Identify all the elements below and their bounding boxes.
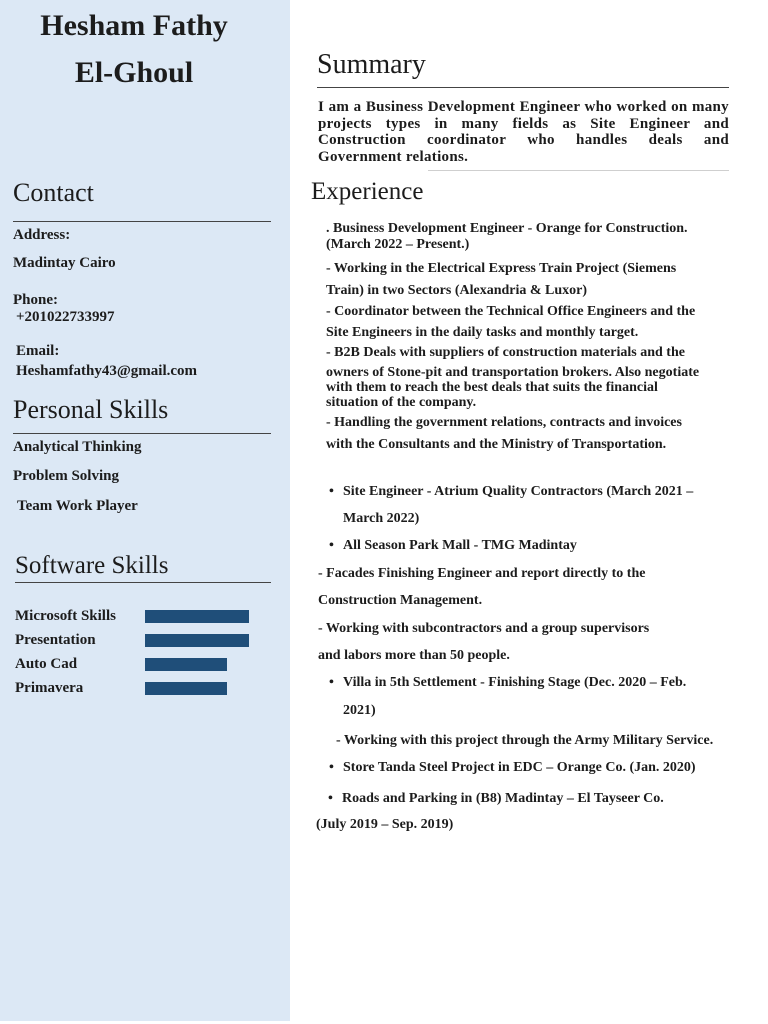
job-duty: and labors more than 50 people. [318,648,510,663]
bullet-icon: • [329,538,334,553]
job-dates: March 2022) [343,511,420,526]
summary-end-divider [428,170,729,171]
skill-level-bar [145,610,249,623]
contact-divider [13,221,271,222]
contact-heading: Contact [13,178,94,207]
email-label: Email: [16,343,60,359]
bullet-icon: • [329,675,334,690]
job-duty: with the Consultants and the Ministry of Transportation. [326,437,667,452]
personal-skills-divider [13,433,271,434]
project-title: All Season Park Mall - TMG Madintay [343,538,577,553]
job-duty: - Coordinator between the Technical Office Engineers and the [326,304,696,319]
job-duty: situation of the company. [326,395,477,410]
job-dates: 2021) [343,703,376,718]
job-duty: - Facades Finishing Engineer and report directly to the [318,566,646,581]
personal-skills-heading: Personal Skills [13,395,169,424]
project-title: Store Tanda Steel Project in EDC – Orange Co. (Jan. 2020) [343,760,696,775]
address-label: Address: [13,227,71,243]
job-duty: owners of Stone-pit and transportation brokers. Also negotiate [326,365,700,380]
project-title: Roads and Parking in (B8) Madintay – El Tayseer Co. [342,791,664,806]
personal-skill-item: Analytical Thinking [13,439,142,455]
software-skill-label: Presentation [15,632,96,648]
project-title: Villa in 5th Settlement - Finishing Stage (Dec. 2020 – Feb. [343,675,687,690]
skill-level-bar [145,658,227,671]
software-skills-divider [15,582,271,583]
personal-skill-item: Team Work Player [17,498,138,514]
skill-level-bar [145,634,249,647]
job-dates: (July 2019 – Sep. 2019) [316,817,454,832]
job-duty: - Handling the government relations, contracts and invoices [326,415,682,430]
job-duty: Train) in two Sectors (Alexandria & Luxor) [326,283,588,298]
job-duty: - Working with subcontractors and a group supervisors [318,621,650,636]
skill-level-bar [145,682,227,695]
job-duty: - Working in the Electrical Express Train Project (Siemens [326,261,677,276]
address-value: Madintay Cairo [13,255,116,271]
job-duty: - Working with this project through the Army Military Service. [336,733,714,748]
job-duty: Site Engineers in the daily tasks and monthly target. [326,325,639,340]
experience-heading: Experience [311,178,424,205]
job-duty: - B2B Deals with suppliers of construction materials and the [326,345,685,360]
bullet-icon: • [329,760,334,775]
summary-heading: Summary [317,49,426,80]
email-value: Heshamfathy43@gmail.com [16,363,198,379]
software-skill-label: Microsoft Skills [15,608,116,624]
job-duty: with them to reach the best deals that suits the financial [326,380,658,395]
job-dates: (March 2022 – Present.) [326,237,470,252]
name-last: El-Ghoul [74,56,194,89]
bullet-icon: • [329,484,334,499]
phone-value: +201022733997 [16,309,115,325]
job-title: Site Engineer - Atrium Quality Contractors (March 2021 – [343,484,694,499]
summary-divider [317,87,729,88]
name-first: Hesham Fathy [40,9,228,42]
summary-text: I am a Business Development Engineer who worked on many projects types in many fields as Site Engineer and Construction coordinator who handles deals and Government relations. [318,99,729,165]
phone-label: Phone: [13,292,58,308]
software-skill-label: Primavera [15,680,84,696]
job-duty: Construction Management. [318,593,483,608]
software-skill-label: Auto Cad [15,656,78,672]
personal-skill-item: Problem Solving [13,468,119,484]
job-title: . Business Development Engineer - Orange for Construction. [326,221,688,236]
software-skills-heading: Software Skills [15,552,169,579]
bullet-icon: • [328,791,333,806]
